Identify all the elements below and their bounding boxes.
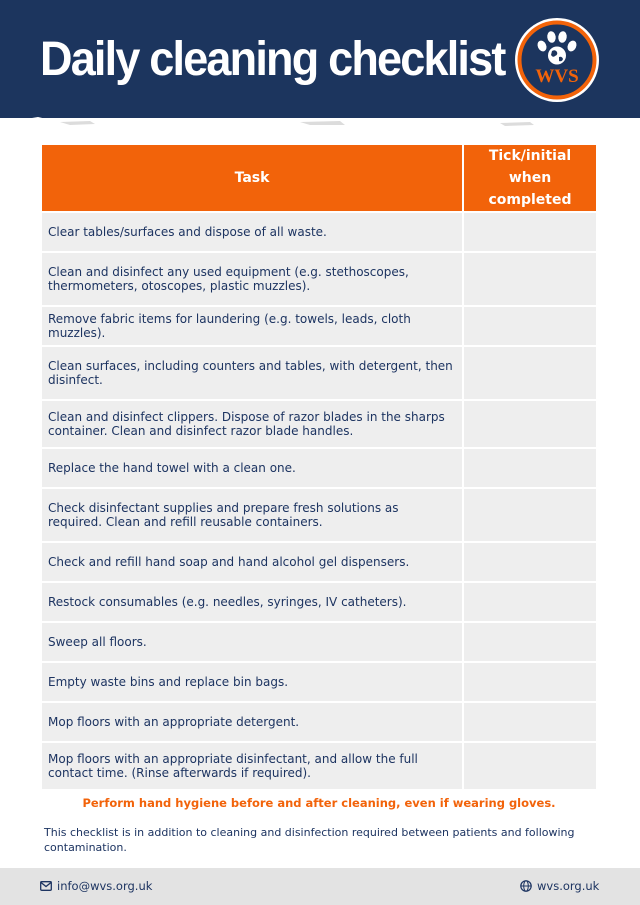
header-banner <box>0 0 640 118</box>
footer <box>0 868 640 905</box>
task-cell: Clean and disinfect any used equipment (e.g. stethoscopes, thermometers, otoscopes, plastic muzzles). <box>42 253 462 305</box>
tick-cell[interactable] <box>464 703 596 741</box>
hand-hygiene-notice: Perform hand hygiene before and after cleaning, even if wearing gloves. <box>82 796 556 810</box>
task-cell: Mop floors with an appropriate disinfectant, and allow the full contact time. (Rinse afterwards if required). <box>42 743 462 789</box>
tick-cell[interactable] <box>464 307 596 345</box>
tick-cell[interactable] <box>464 489 596 541</box>
table-row <box>42 703 596 741</box>
page-title: Daily cleaning checklist <box>40 30 505 86</box>
tick-cell[interactable] <box>464 253 596 305</box>
table-row <box>42 623 596 661</box>
tick-cell[interactable] <box>464 743 596 789</box>
table-row <box>42 489 596 541</box>
task-column-header: Task <box>42 145 462 211</box>
footer-email[interactable] <box>40 879 152 893</box>
tick-cell[interactable] <box>464 401 596 447</box>
table-row <box>42 743 596 789</box>
table-row <box>42 347 596 399</box>
tick-cell[interactable] <box>464 583 596 621</box>
task-cell: Remove fabric items for laundering (e.g. towels, leads, cloth muzzles). <box>42 307 462 345</box>
table-row <box>42 213 596 251</box>
task-cell: Replace the hand towel with a clean one. <box>42 449 462 487</box>
tick-cell[interactable] <box>464 543 596 581</box>
tick-cell[interactable] <box>464 347 596 399</box>
table-row <box>42 449 596 487</box>
footer-website-text: wvs.org.uk <box>537 879 600 893</box>
wvs-logo <box>513 16 601 104</box>
tick-column-header: Tick/initial when completed <box>464 145 596 211</box>
tick-cell[interactable] <box>464 213 596 251</box>
table-row <box>42 253 596 305</box>
task-cell: Mop floors with an appropriate detergent. <box>42 703 462 741</box>
footer-email-text: info@wvs.org.uk <box>57 879 153 893</box>
table-row <box>42 583 596 621</box>
checklist-note: This checklist is in addition to cleaning and disinfection required between patients and following contamination. <box>44 826 575 854</box>
task-cell: Sweep all floors. <box>42 623 462 661</box>
checklist-table <box>40 143 598 791</box>
footer-website[interactable] <box>520 879 599 893</box>
table-header-row <box>42 145 596 211</box>
tick-cell[interactable] <box>464 623 596 661</box>
torn-edge <box>0 110 640 132</box>
task-cell: Empty waste bins and replace bin bags. <box>42 663 462 701</box>
task-cell: Check disinfectant supplies and prepare fresh solutions as required. Clean and refill reusable containers. <box>42 489 462 541</box>
envelope-icon <box>40 881 52 891</box>
table-row <box>42 543 596 581</box>
globe-icon <box>520 880 532 892</box>
task-cell: Clean surfaces, including counters and tables, with detergent, then disinfect. <box>42 347 462 399</box>
table-row <box>42 401 596 447</box>
logo-text: WVS <box>535 66 579 87</box>
tick-cell[interactable] <box>464 663 596 701</box>
task-cell: Check and refill hand soap and hand alcohol gel dispensers. <box>42 543 462 581</box>
task-cell: Clear tables/surfaces and dispose of all waste. <box>42 213 462 251</box>
task-cell: Clean and disinfect clippers. Dispose of razor blades in the sharps container. Clean and disinfect razor blade handles. <box>42 401 462 447</box>
table-row <box>42 663 596 701</box>
tick-cell[interactable] <box>464 449 596 487</box>
task-cell: Restock consumables (e.g. needles, syringes, IV catheters). <box>42 583 462 621</box>
table-row <box>42 307 596 345</box>
